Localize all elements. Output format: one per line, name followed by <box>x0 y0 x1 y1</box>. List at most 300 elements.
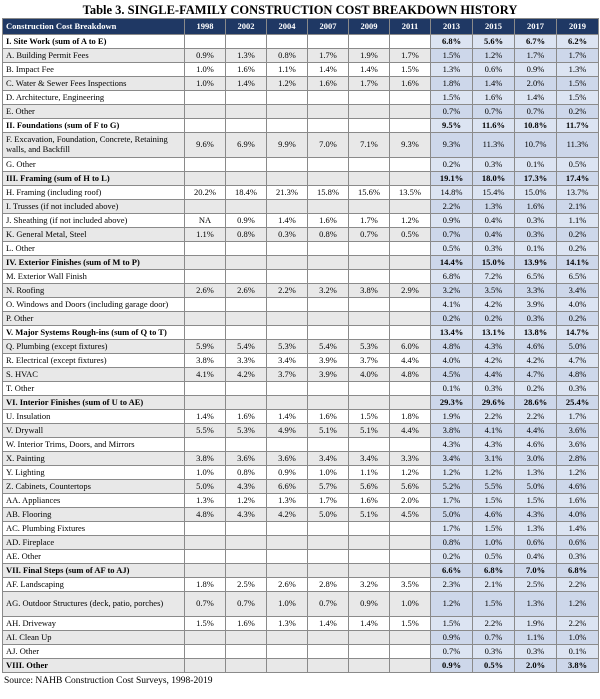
row-label: L. Other <box>3 242 185 256</box>
value-cell: 1.3% <box>557 63 599 77</box>
value-cell: 10.8% <box>515 119 557 133</box>
value-cell <box>267 312 308 326</box>
value-cell: 4.8% <box>557 368 599 382</box>
value-cell: 1.2% <box>557 592 599 617</box>
value-cell: 2.2% <box>267 284 308 298</box>
value-cell: 13.9% <box>515 256 557 270</box>
value-cell <box>308 645 349 659</box>
table-row <box>3 522 599 536</box>
row-label: III. Framing (sum of H to L) <box>3 172 185 186</box>
value-cell <box>226 256 267 270</box>
value-cell <box>267 396 308 410</box>
row-label: I. Trusses (if not included above) <box>3 200 185 214</box>
value-cell <box>226 200 267 214</box>
value-cell <box>349 200 390 214</box>
table-row <box>3 354 599 368</box>
value-cell <box>308 105 349 119</box>
value-cell: 4.4% <box>515 424 557 438</box>
value-cell <box>267 659 308 673</box>
value-cell <box>267 105 308 119</box>
value-cell: 1.7% <box>557 49 599 63</box>
value-cell: 13.1% <box>473 326 515 340</box>
value-cell <box>308 119 349 133</box>
value-cell: 11.7% <box>557 119 599 133</box>
value-cell: 4.7% <box>557 354 599 368</box>
table-row <box>3 186 599 200</box>
table-body <box>3 35 599 673</box>
value-cell: 1.0% <box>557 631 599 645</box>
value-cell: 5.3% <box>349 340 390 354</box>
value-cell: 1.3% <box>515 592 557 617</box>
value-cell <box>226 158 267 172</box>
value-cell: 1.2% <box>431 592 473 617</box>
value-cell <box>267 242 308 256</box>
value-cell: 4.4% <box>390 354 431 368</box>
value-cell <box>185 564 226 578</box>
value-cell: 1.4% <box>349 63 390 77</box>
value-cell: 0.5% <box>473 659 515 673</box>
value-cell: 1.2% <box>390 466 431 480</box>
section-row <box>3 35 599 49</box>
row-label: AA. Appliances <box>3 494 185 508</box>
value-cell <box>308 312 349 326</box>
value-cell: 1.6% <box>226 63 267 77</box>
value-cell: 1.4% <box>308 63 349 77</box>
value-cell: 0.2% <box>431 312 473 326</box>
value-cell: 1.5% <box>390 63 431 77</box>
value-cell <box>185 631 226 645</box>
value-cell: 1.1% <box>185 228 226 242</box>
value-cell <box>185 158 226 172</box>
row-label: G. Other <box>3 158 185 172</box>
value-cell <box>226 242 267 256</box>
value-cell: 0.4% <box>515 550 557 564</box>
value-cell: 1.3% <box>431 63 473 77</box>
value-cell <box>267 270 308 284</box>
value-cell: 3.9% <box>308 354 349 368</box>
value-cell: 1.4% <box>557 522 599 536</box>
value-cell: 0.7% <box>515 105 557 119</box>
value-cell: 5.5% <box>473 480 515 494</box>
row-label: AJ. Other <box>3 645 185 659</box>
row-label: Y. Lighting <box>3 466 185 480</box>
value-cell: 1.8% <box>431 77 473 91</box>
value-cell <box>308 242 349 256</box>
value-cell: 2.2% <box>557 617 599 631</box>
value-cell: 1.0% <box>308 466 349 480</box>
row-label: AB. Flooring <box>3 508 185 522</box>
value-cell <box>267 298 308 312</box>
value-cell: 0.2% <box>557 242 599 256</box>
value-cell: 0.9% <box>267 466 308 480</box>
table-row <box>3 105 599 119</box>
table-row <box>3 382 599 396</box>
value-cell: 4.0% <box>431 354 473 368</box>
value-cell: 1.6% <box>473 91 515 105</box>
value-cell: 0.5% <box>390 228 431 242</box>
value-cell <box>390 158 431 172</box>
value-cell <box>390 298 431 312</box>
value-cell <box>349 91 390 105</box>
value-cell: 1.2% <box>390 214 431 228</box>
column-header-year: 2002 <box>226 19 267 35</box>
column-header-year: 2009 <box>349 19 390 35</box>
value-cell: 3.6% <box>267 452 308 466</box>
value-cell: 6.5% <box>557 270 599 284</box>
value-cell <box>349 119 390 133</box>
value-cell: 1.3% <box>473 200 515 214</box>
value-cell: 0.7% <box>431 228 473 242</box>
value-cell: 7.0% <box>308 133 349 158</box>
table-row <box>3 298 599 312</box>
value-cell: 3.4% <box>557 284 599 298</box>
row-label: T. Other <box>3 382 185 396</box>
value-cell <box>308 270 349 284</box>
row-label: M. Exterior Wall Finish <box>3 270 185 284</box>
value-cell <box>267 438 308 452</box>
value-cell <box>267 158 308 172</box>
value-cell: 4.3% <box>515 508 557 522</box>
row-label: VIII. Other <box>3 659 185 673</box>
value-cell: 15.8% <box>308 186 349 200</box>
value-cell: 1.0% <box>185 466 226 480</box>
value-cell <box>390 396 431 410</box>
value-cell <box>390 564 431 578</box>
value-cell: 0.6% <box>557 536 599 550</box>
value-cell <box>226 382 267 396</box>
row-label: W. Interior Trims, Doors, and Mirrors <box>3 438 185 452</box>
value-cell <box>308 564 349 578</box>
table-row <box>3 228 599 242</box>
value-cell: 1.0% <box>473 536 515 550</box>
value-cell: 0.9% <box>185 49 226 63</box>
value-cell <box>390 256 431 270</box>
value-cell <box>185 522 226 536</box>
value-cell <box>185 312 226 326</box>
value-cell: 1.7% <box>431 522 473 536</box>
value-cell: 7.2% <box>473 270 515 284</box>
value-cell: 3.5% <box>390 578 431 592</box>
value-cell: 7.1% <box>349 133 390 158</box>
value-cell <box>185 326 226 340</box>
value-cell: 1.8% <box>185 578 226 592</box>
value-cell: 4.2% <box>515 354 557 368</box>
value-cell <box>308 326 349 340</box>
value-cell: 4.6% <box>557 480 599 494</box>
value-cell: 5.1% <box>308 424 349 438</box>
table-row <box>3 49 599 63</box>
value-cell: 1.5% <box>473 494 515 508</box>
value-cell: 1.0% <box>267 592 308 617</box>
value-cell: 6.5% <box>515 270 557 284</box>
value-cell: 1.6% <box>308 77 349 91</box>
value-cell: 0.9% <box>226 214 267 228</box>
value-cell <box>349 522 390 536</box>
value-cell: 13.4% <box>431 326 473 340</box>
value-cell: 3.4% <box>267 354 308 368</box>
value-cell: 3.6% <box>557 424 599 438</box>
value-cell: 2.0% <box>515 77 557 91</box>
value-cell: 1.4% <box>515 91 557 105</box>
value-cell <box>308 172 349 186</box>
row-label: B. Impact Fee <box>3 63 185 77</box>
section-row <box>3 119 599 133</box>
value-cell: 0.7% <box>349 228 390 242</box>
table-row <box>3 631 599 645</box>
section-row <box>3 256 599 270</box>
value-cell: 4.7% <box>515 368 557 382</box>
value-cell: 14.8% <box>431 186 473 200</box>
value-cell: 0.5% <box>431 242 473 256</box>
value-cell: 3.1% <box>473 452 515 466</box>
value-cell: 5.3% <box>267 340 308 354</box>
row-label: H. Framing (including roof) <box>3 186 185 200</box>
value-cell: 1.2% <box>557 466 599 480</box>
value-cell: 4.2% <box>226 368 267 382</box>
value-cell: 5.1% <box>349 508 390 522</box>
value-cell: 25.4% <box>557 396 599 410</box>
value-cell <box>185 659 226 673</box>
value-cell <box>349 564 390 578</box>
table-row <box>3 578 599 592</box>
value-cell: 4.4% <box>390 424 431 438</box>
value-cell: 11.3% <box>473 133 515 158</box>
value-cell <box>267 172 308 186</box>
value-cell <box>226 396 267 410</box>
value-cell: 2.5% <box>226 578 267 592</box>
value-cell: 3.7% <box>349 354 390 368</box>
value-cell: 0.9% <box>431 631 473 645</box>
value-cell <box>349 550 390 564</box>
value-cell <box>267 91 308 105</box>
value-cell: 0.6% <box>473 63 515 77</box>
table-row <box>3 508 599 522</box>
table-row <box>3 133 599 158</box>
value-cell: 0.2% <box>557 312 599 326</box>
row-label: K. General Metal, Steel <box>3 228 185 242</box>
value-cell <box>267 550 308 564</box>
value-cell: 2.6% <box>185 284 226 298</box>
value-cell <box>267 200 308 214</box>
table-row <box>3 424 599 438</box>
table-row <box>3 536 599 550</box>
value-cell <box>349 631 390 645</box>
value-cell: 3.2% <box>349 578 390 592</box>
row-label: AD. Fireplace <box>3 536 185 550</box>
table-row <box>3 494 599 508</box>
value-cell <box>226 91 267 105</box>
value-cell: 5.4% <box>308 340 349 354</box>
value-cell <box>390 172 431 186</box>
value-cell: 1.3% <box>226 49 267 63</box>
value-cell: 4.2% <box>267 508 308 522</box>
value-cell: 14.1% <box>557 256 599 270</box>
value-cell: 1.2% <box>267 77 308 91</box>
value-cell <box>267 35 308 49</box>
value-cell: 2.2% <box>473 410 515 424</box>
value-cell: 5.1% <box>349 424 390 438</box>
value-cell <box>226 536 267 550</box>
table-row <box>3 158 599 172</box>
column-header-year: 2017 <box>515 19 557 35</box>
value-cell: 2.0% <box>515 659 557 673</box>
value-cell: 1.5% <box>431 49 473 63</box>
value-cell: 5.5% <box>185 424 226 438</box>
row-label: AE. Other <box>3 550 185 564</box>
value-cell: 1.9% <box>349 49 390 63</box>
value-cell: 4.6% <box>515 340 557 354</box>
value-cell <box>349 396 390 410</box>
value-cell <box>267 536 308 550</box>
value-cell: 1.5% <box>431 91 473 105</box>
value-cell: 1.7% <box>557 410 599 424</box>
value-cell <box>185 91 226 105</box>
value-cell: 0.7% <box>431 105 473 119</box>
value-cell: 2.2% <box>515 410 557 424</box>
value-cell: 5.0% <box>557 340 599 354</box>
value-cell: 9.3% <box>390 133 431 158</box>
value-cell: 6.2% <box>557 35 599 49</box>
value-cell: 0.1% <box>557 645 599 659</box>
value-cell: 21.3% <box>267 186 308 200</box>
value-cell: 6.6% <box>431 564 473 578</box>
table-row <box>3 270 599 284</box>
value-cell: 0.8% <box>267 49 308 63</box>
row-label: U. Insulation <box>3 410 185 424</box>
row-label: AH. Driveway <box>3 617 185 631</box>
value-cell: 3.8% <box>185 452 226 466</box>
value-cell <box>267 382 308 396</box>
value-cell: 1.0% <box>185 77 226 91</box>
value-cell: 1.5% <box>473 592 515 617</box>
value-cell: 6.7% <box>515 35 557 49</box>
value-cell: 5.3% <box>226 424 267 438</box>
value-cell: 1.3% <box>515 522 557 536</box>
value-cell: 0.1% <box>515 158 557 172</box>
value-cell: 0.7% <box>431 645 473 659</box>
row-label: V. Drywall <box>3 424 185 438</box>
value-cell: 1.5% <box>390 617 431 631</box>
value-cell <box>267 645 308 659</box>
value-cell <box>349 270 390 284</box>
value-cell <box>308 382 349 396</box>
value-cell <box>308 200 349 214</box>
value-cell: 3.3% <box>226 354 267 368</box>
row-label: AC. Plumbing Fixtures <box>3 522 185 536</box>
value-cell: 1.5% <box>349 410 390 424</box>
value-cell <box>226 659 267 673</box>
value-cell: 2.0% <box>390 494 431 508</box>
value-cell <box>267 631 308 645</box>
table-row <box>3 550 599 564</box>
table-row <box>3 466 599 480</box>
row-label: S. HVAC <box>3 368 185 382</box>
table-row <box>3 480 599 494</box>
value-cell: 15.6% <box>349 186 390 200</box>
value-cell: 4.9% <box>267 424 308 438</box>
value-cell <box>226 312 267 326</box>
value-cell: 9.9% <box>267 133 308 158</box>
value-cell: 0.9% <box>431 214 473 228</box>
value-cell: 5.0% <box>308 508 349 522</box>
value-cell <box>185 105 226 119</box>
row-label: AF. Landscaping <box>3 578 185 592</box>
value-cell: 1.9% <box>431 410 473 424</box>
section-row <box>3 172 599 186</box>
value-cell: 6.8% <box>473 564 515 578</box>
value-cell <box>390 91 431 105</box>
value-cell <box>308 550 349 564</box>
value-cell <box>185 382 226 396</box>
table-row <box>3 63 599 77</box>
table-row <box>3 645 599 659</box>
value-cell: 0.8% <box>226 466 267 480</box>
value-cell: 0.3% <box>557 382 599 396</box>
value-cell <box>390 631 431 645</box>
value-cell: 2.6% <box>267 578 308 592</box>
column-header-year: 2011 <box>390 19 431 35</box>
value-cell: 5.4% <box>226 340 267 354</box>
value-cell: 1.5% <box>557 77 599 91</box>
value-cell: 4.3% <box>473 340 515 354</box>
value-cell <box>349 158 390 172</box>
value-cell: 2.2% <box>473 617 515 631</box>
row-label: AG. Outdoor Structures (deck, patio, porches) <box>3 592 185 617</box>
value-cell: 1.7% <box>308 49 349 63</box>
value-cell: 0.9% <box>349 592 390 617</box>
value-cell <box>267 564 308 578</box>
value-cell: 13.5% <box>390 186 431 200</box>
value-cell <box>390 645 431 659</box>
value-cell: 6.8% <box>431 35 473 49</box>
row-label: IV. Exterior Finishes (sum of M to P) <box>3 256 185 270</box>
value-cell: 1.3% <box>267 494 308 508</box>
value-cell <box>390 438 431 452</box>
value-cell: 0.3% <box>515 228 557 242</box>
value-cell: 0.7% <box>226 592 267 617</box>
value-cell <box>185 645 226 659</box>
value-cell: 3.8% <box>349 284 390 298</box>
value-cell <box>308 256 349 270</box>
value-cell: 17.3% <box>515 172 557 186</box>
value-cell: 4.5% <box>431 368 473 382</box>
value-cell: 0.7% <box>473 631 515 645</box>
row-label: C. Water & Sewer Fees Inspections <box>3 77 185 91</box>
value-cell: 2.9% <box>390 284 431 298</box>
value-cell: 13.8% <box>515 326 557 340</box>
value-cell: 1.2% <box>431 466 473 480</box>
section-row <box>3 659 599 673</box>
value-cell: 1.1% <box>515 631 557 645</box>
value-cell <box>308 298 349 312</box>
table-row <box>3 410 599 424</box>
value-cell: 2.8% <box>557 452 599 466</box>
value-cell <box>308 438 349 452</box>
value-cell: 0.5% <box>557 158 599 172</box>
value-cell <box>349 645 390 659</box>
value-cell: 4.8% <box>390 368 431 382</box>
value-cell: 6.8% <box>557 564 599 578</box>
value-cell: 3.9% <box>515 298 557 312</box>
value-cell: 1.2% <box>473 49 515 63</box>
value-cell: 4.6% <box>473 508 515 522</box>
table-row <box>3 214 599 228</box>
value-cell: 4.4% <box>473 368 515 382</box>
table-row <box>3 77 599 91</box>
source-note: Source: NAHB Construction Cost Surveys, 1998-2019 <box>4 676 213 686</box>
value-cell: 5.0% <box>431 508 473 522</box>
column-header-year: 2004 <box>267 19 308 35</box>
